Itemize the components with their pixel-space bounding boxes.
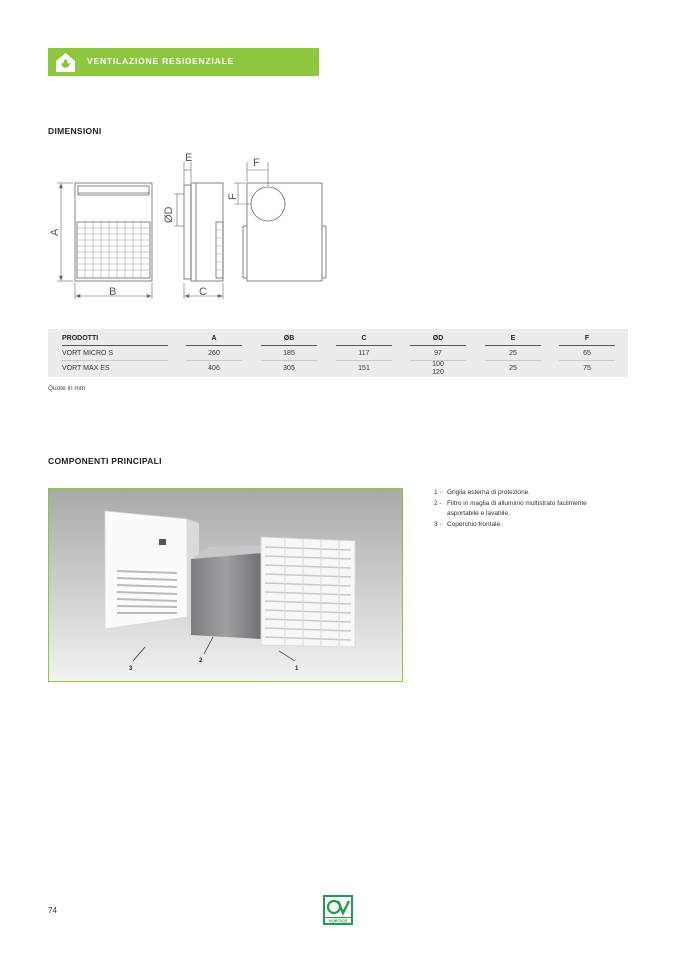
components-photo: [48, 488, 403, 682]
cell-a: 406: [208, 365, 220, 372]
filter-part: [191, 545, 271, 639]
item-text: Filtro in maglia di alluminio multistrato facilmente asportabile e lavabile.: [447, 499, 587, 517]
logo-text: VORTICE: [328, 918, 348, 924]
cell-b: 305: [283, 365, 295, 372]
dimensions-table: [48, 329, 628, 377]
banner-title: VENTILAZIONE RESIDENZIALE: [87, 56, 235, 66]
label-a: A: [49, 228, 61, 236]
list-item: [434, 499, 634, 520]
cell-product: VORT MICRO S: [62, 350, 114, 357]
label-f-side: F: [227, 193, 239, 200]
col-header-a: A: [211, 335, 217, 342]
item-number: 1 -: [434, 489, 442, 496]
photo-label-3: 3: [129, 666, 133, 672]
col-header-c: C: [361, 335, 367, 342]
units-note: Quote in mm: [48, 385, 86, 392]
item-number: 2 -: [434, 499, 442, 507]
vortice-logo: [323, 895, 353, 925]
cell-d: 100: [432, 361, 444, 368]
label-e: E: [185, 152, 193, 164]
col-header-f: F: [584, 335, 590, 342]
item-number: 3 -: [434, 520, 442, 528]
label-c: C: [199, 286, 207, 298]
section-banner: [48, 48, 319, 76]
cell-product: VORT MAX ES: [62, 365, 110, 372]
col-header-b: ØB: [283, 335, 295, 342]
item-text: Coperchio frontale.: [447, 520, 502, 528]
cell-d: 97: [434, 350, 442, 357]
outer-grille-part: [261, 537, 355, 647]
front-view: [75, 183, 152, 281]
list-item: [434, 488, 634, 499]
photo-label-1: 1: [295, 666, 299, 672]
list-item: [434, 520, 634, 531]
cell-b: 185: [283, 350, 295, 357]
front-cover-part: [105, 511, 199, 629]
cell-c: 151: [358, 365, 370, 372]
page-number: 74: [48, 906, 57, 915]
cell-a: 260: [208, 350, 220, 357]
house-leaf-icon: [55, 52, 76, 73]
back-view: [243, 183, 326, 281]
product-exploded-view: [49, 489, 402, 681]
cell-e: 25: [509, 365, 517, 372]
cell-f: 65: [583, 350, 591, 357]
col-header-d: ØD: [432, 335, 444, 342]
label-d: ØD: [163, 206, 175, 223]
dimensions-title: DIMENSIONI: [48, 126, 102, 136]
cell-d-second: 120: [432, 369, 444, 376]
photo-label-2: 2: [199, 658, 203, 664]
components-title: COMPONENTI PRINCIPALI: [48, 456, 162, 466]
components-list: [434, 488, 634, 530]
label-b: B: [109, 286, 117, 298]
cell-c: 117: [358, 350, 370, 357]
col-header-e: E: [510, 335, 516, 342]
label-f-top: F: [253, 157, 260, 169]
cell-f: 75: [583, 365, 591, 372]
item-text: Griglia esterna di protezione.: [447, 489, 531, 496]
dimension-drawing: [44, 148, 334, 303]
side-view: [184, 183, 223, 281]
front-grille: [77, 222, 150, 278]
cell-e: 25: [509, 350, 517, 357]
col-header-products: PRODOTTI: [62, 335, 99, 342]
